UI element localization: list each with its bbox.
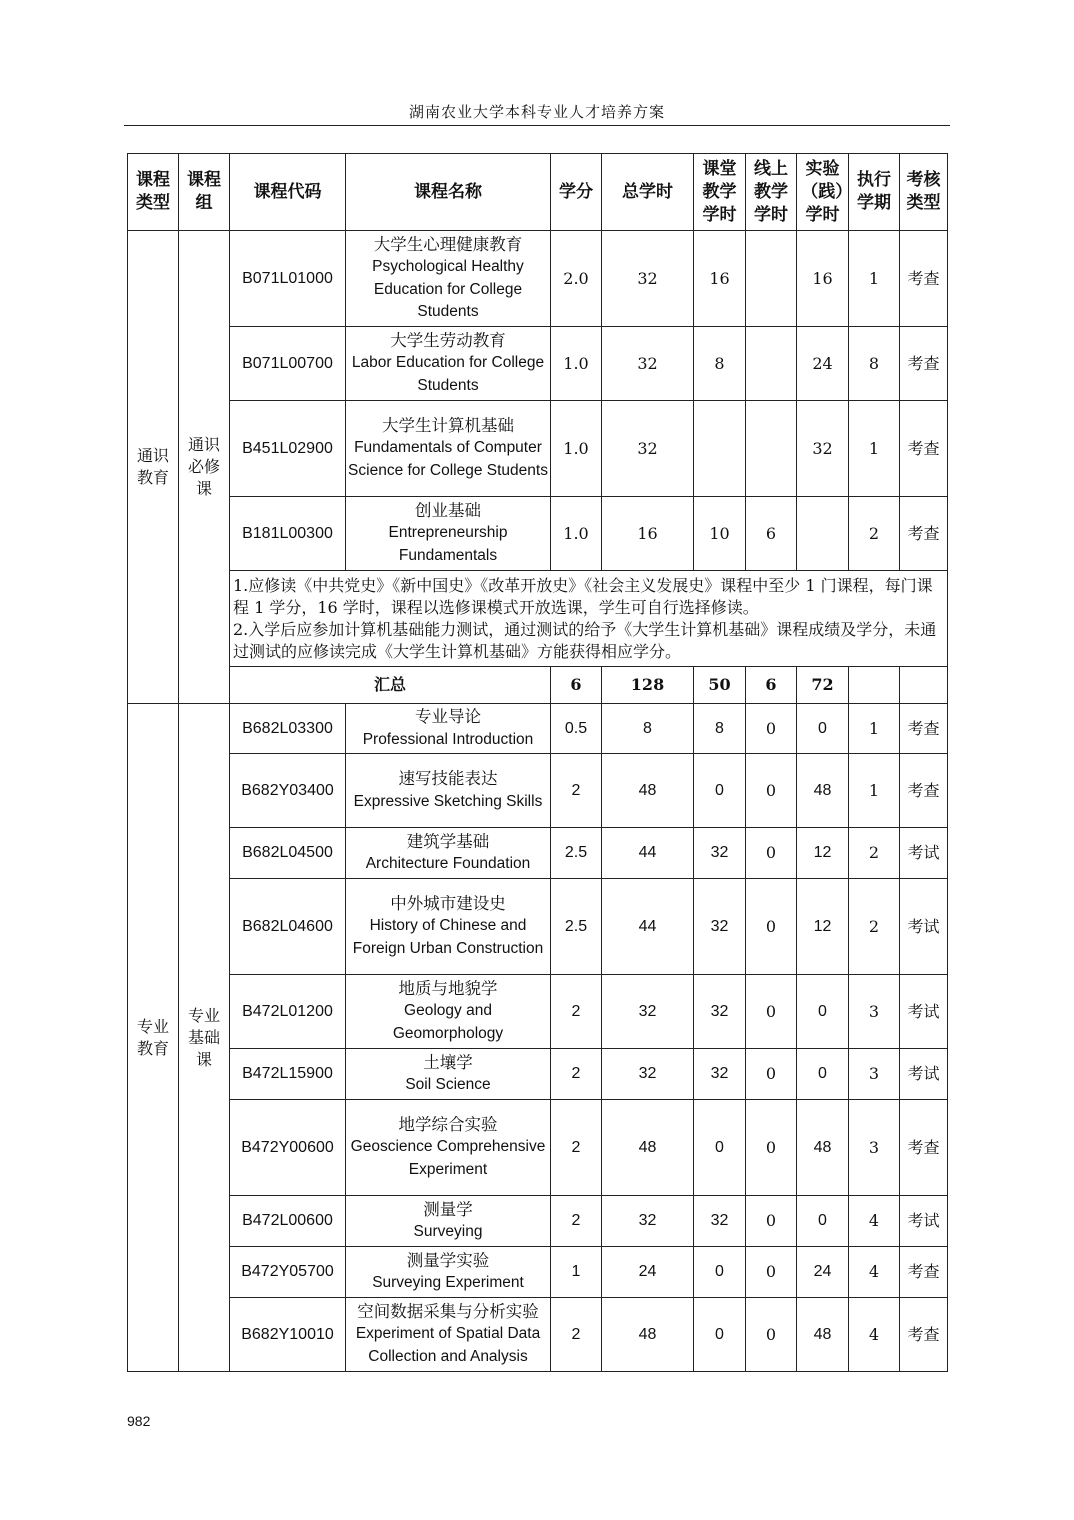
exam-type-cell: 考查 (900, 327, 948, 401)
term-cell: 3 (849, 975, 900, 1049)
course-code-cell: B682L03300 (230, 704, 346, 754)
course-code-cell: B682L04600 (230, 879, 346, 975)
term-cell: 2 (849, 879, 900, 975)
exam-type-cell: 考试 (900, 879, 948, 975)
course-group-cell: 专业基础课 (179, 704, 230, 1372)
table-row (128, 1247, 948, 1298)
course-name-cell (346, 704, 551, 754)
course-name-zh: 土壤学 (423, 1052, 473, 1072)
exam-type-cell: 考试 (900, 828, 948, 879)
table-row (128, 231, 948, 327)
col-header-class-hours: 课堂教学学时 (694, 154, 746, 231)
lab-hours-cell: 12 (797, 879, 849, 975)
course-name-cell (346, 1100, 551, 1196)
class-hours-cell: 32 (694, 1049, 746, 1100)
course-name-zh: 建筑学基础 (406, 831, 490, 851)
credit-cell: 1.0 (551, 401, 602, 497)
total-hours-cell: 24 (602, 1247, 694, 1298)
lab-hours-cell: 48 (797, 1298, 849, 1372)
lab-hours-cell: 24 (797, 327, 849, 401)
lab-hours-cell: 24 (797, 1247, 849, 1298)
course-name-en: Entrepreneurship Fundamentals (388, 524, 508, 564)
summary-total-cell: 128 (602, 667, 694, 704)
credit-cell: 2.5 (551, 879, 602, 975)
table-header-row (128, 154, 948, 231)
class-hours-cell: 16 (694, 231, 746, 327)
term-cell: 4 (849, 1196, 900, 1247)
col-header-credit: 学分 (551, 154, 602, 231)
course-code-cell: B472Y05700 (230, 1247, 346, 1298)
table-row (128, 1100, 948, 1196)
credit-cell: 2 (551, 1049, 602, 1100)
online-hours-cell: 0 (746, 879, 797, 975)
credit-cell: 2 (551, 1298, 602, 1372)
table-row (128, 704, 948, 754)
lab-hours-cell: 0 (797, 975, 849, 1049)
course-name-zh: 地质与地貌学 (398, 978, 498, 998)
table-row (128, 754, 948, 828)
col-header-term: 执行学期 (849, 154, 900, 231)
credit-cell: 1 (551, 1247, 602, 1298)
course-code-cell: B682Y10010 (230, 1298, 346, 1372)
class-hours-cell: 32 (694, 975, 746, 1049)
course-code-cell: B682L04500 (230, 828, 346, 879)
online-hours-cell: 0 (746, 1196, 797, 1247)
lab-hours-cell: 32 (797, 401, 849, 497)
course-name-en: Architecture Foundation (365, 855, 531, 872)
term-cell: 8 (849, 327, 900, 401)
total-hours-cell: 32 (602, 975, 694, 1049)
lab-hours-cell: 0 (797, 1049, 849, 1100)
online-hours-cell: 0 (746, 704, 797, 754)
term-cell: 4 (849, 1247, 900, 1298)
total-hours-cell: 48 (602, 754, 694, 828)
course-name-zh: 中外城市建设史 (390, 893, 506, 913)
course-code-cell: B181L00300 (230, 497, 346, 571)
class-hours-cell: 10 (694, 497, 746, 571)
course-code-cell: B472L00600 (230, 1196, 346, 1247)
term-cell: 3 (849, 1100, 900, 1196)
lab-hours-cell: 12 (797, 828, 849, 879)
credit-cell: 2.0 (551, 231, 602, 327)
exam-type-cell: 考查 (900, 1247, 948, 1298)
credit-cell: 1.0 (551, 497, 602, 571)
credit-cell: 2 (551, 975, 602, 1049)
exam-type-cell: 考试 (900, 1049, 948, 1100)
col-header-online-hours: 线上教学学时 (746, 154, 797, 231)
class-hours-cell: 0 (694, 1298, 746, 1372)
total-hours-cell: 32 (602, 401, 694, 497)
exam-type-cell: 考试 (900, 975, 948, 1049)
lab-hours-cell: 48 (797, 754, 849, 828)
course-name-cell (346, 828, 551, 879)
online-hours-cell: 0 (746, 1298, 797, 1372)
lab-hours-cell (797, 497, 849, 571)
summary-lab-cell: 72 (797, 667, 849, 704)
course-name-zh: 大学生劳动教育 (390, 330, 506, 350)
course-name-en: Geology and Geomorphology (392, 1002, 504, 1042)
exam-type-cell: 考试 (900, 1196, 948, 1247)
course-name-zh: 大学生计算机基础 (382, 415, 514, 435)
term-cell: 2 (849, 828, 900, 879)
total-hours-cell: 44 (602, 879, 694, 975)
course-code-cell: B451L02900 (230, 401, 346, 497)
table-row (128, 975, 948, 1049)
page-header-title: 湖南农业大学本科专业人才培养方案 (408, 103, 665, 121)
header-divider (124, 125, 950, 126)
lab-hours-cell: 16 (797, 231, 849, 327)
term-cell: 1 (849, 231, 900, 327)
exam-type-cell: 考查 (900, 754, 948, 828)
note-2: 2.入学后应参加计算机基础能力测试，通过测试的给予《大学生计算机基础》课程成绩及学分，未通过测试的应修读完成《大学生计算机基础》方能获得相应学分。 (233, 619, 937, 661)
class-hours-cell: 0 (694, 1100, 746, 1196)
class-hours-cell (694, 401, 746, 497)
credit-cell: 2.5 (551, 828, 602, 879)
online-hours-cell (746, 327, 797, 401)
online-hours-cell: 6 (746, 497, 797, 571)
summary-online-cell: 6 (746, 667, 797, 704)
total-hours-cell: 48 (602, 1298, 694, 1372)
total-hours-cell: 32 (602, 1196, 694, 1247)
class-hours-cell: 32 (694, 828, 746, 879)
online-hours-cell: 0 (746, 1247, 797, 1298)
credit-cell: 1.0 (551, 327, 602, 401)
term-cell: 1 (849, 754, 900, 828)
exam-type-cell: 考查 (900, 497, 948, 571)
course-name-en: Geoscience Comprehensive Experiment (350, 1138, 546, 1178)
course-name-zh: 大学生心理健康教育 (373, 234, 523, 254)
summary-term-cell (849, 667, 900, 704)
course-type-cell: 通识教育 (128, 231, 179, 704)
course-name-zh: 速写技能表达 (398, 769, 498, 788)
col-header-exam-type: 考核类型 (900, 154, 948, 231)
term-cell: 2 (849, 497, 900, 571)
online-hours-cell: 0 (746, 828, 797, 879)
course-type-cell: 专业教育 (128, 704, 179, 1372)
course-name-en: History of Chinese and Foreign Urban Construction (352, 917, 544, 957)
online-hours-cell (746, 231, 797, 327)
exam-type-cell: 考查 (900, 1100, 948, 1196)
col-header-course-group: 课程组 (179, 154, 230, 231)
course-name-cell (346, 1049, 551, 1100)
summary-credit-cell: 6 (551, 667, 602, 704)
term-cell: 4 (849, 1298, 900, 1372)
summary-label: 汇总 (230, 667, 551, 704)
course-name-zh: 创业基础 (415, 500, 481, 520)
table-row (128, 828, 948, 879)
lab-hours-cell: 48 (797, 1100, 849, 1196)
lab-hours-cell: 0 (797, 1196, 849, 1247)
summary-class-cell: 50 (694, 667, 746, 704)
course-group-cell: 通识必修课 (179, 231, 230, 704)
course-name-cell (346, 327, 551, 401)
note-row (128, 571, 948, 667)
course-name-zh: 测量学 (423, 1199, 473, 1219)
course-name-cell (346, 1298, 551, 1372)
term-cell: 1 (849, 704, 900, 754)
course-name-en: Expressive Sketching Skills (353, 792, 543, 810)
table-row (128, 327, 948, 401)
curriculum-table (127, 153, 948, 1372)
course-name-cell (346, 1196, 551, 1247)
table-row (128, 1196, 948, 1247)
summary-exam-cell (900, 667, 948, 704)
course-code-cell: B682Y03400 (230, 754, 346, 828)
course-name-cell (346, 497, 551, 571)
table-row (128, 401, 948, 497)
class-hours-cell: 0 (694, 754, 746, 828)
exam-type-cell: 考查 (900, 231, 948, 327)
class-hours-cell: 32 (694, 1196, 746, 1247)
exam-type-cell: 考查 (900, 704, 948, 754)
course-name-en: Surveying (413, 1223, 483, 1240)
note-1: 1.应修读《中共党史》《新中国史》《改革开放史》《社会主义发展史》课程中至少 1 门课程，每门课程 1 学分，16 学时，课程以选修课模式开放选课，学生可自行选择修读。 (233, 575, 933, 617)
col-header-total-hours: 总学时 (602, 154, 694, 231)
lab-hours-cell: 0 (797, 704, 849, 754)
table-row (128, 1298, 948, 1372)
course-code-cell: B071L00700 (230, 327, 346, 401)
course-name-zh: 地学综合实验 (398, 1114, 498, 1134)
total-hours-cell: 44 (602, 828, 694, 879)
total-hours-cell: 16 (602, 497, 694, 571)
course-name-zh: 空间数据采集与分析实验 (357, 1301, 539, 1321)
online-hours-cell: 0 (746, 1100, 797, 1196)
online-hours-cell: 0 (746, 754, 797, 828)
credit-cell: 2 (551, 754, 602, 828)
table-row (128, 497, 948, 571)
col-header-course-name: 课程名称 (346, 154, 551, 231)
credit-cell: 2 (551, 1196, 602, 1247)
class-hours-cell: 8 (694, 704, 746, 754)
course-name-cell (346, 401, 551, 497)
course-name-en: Professional Introduction (362, 730, 534, 748)
course-name-en: Experiment of Spatial Data Collection and Analysis (355, 1325, 541, 1365)
course-name-en: Psychological Healthy Education for College Students (372, 258, 524, 320)
course-code-cell: B472L15900 (230, 1049, 346, 1100)
term-cell: 3 (849, 1049, 900, 1100)
class-hours-cell: 8 (694, 327, 746, 401)
course-code-cell: B071L01000 (230, 231, 346, 327)
term-cell: 1 (849, 401, 900, 497)
page-number: 982 (127, 1413, 151, 1429)
col-header-lab-hours: 实验（践）学时 (797, 154, 849, 231)
total-hours-cell: 8 (602, 704, 694, 754)
notes-cell (230, 571, 948, 667)
col-header-course-code: 课程代码 (230, 154, 346, 231)
exam-type-cell: 考查 (900, 401, 948, 497)
course-name-en: Fundamentals of Computer Science for College Students (348, 439, 548, 479)
course-name-cell (346, 975, 551, 1049)
total-hours-cell: 32 (602, 1049, 694, 1100)
course-code-cell: B472L01200 (230, 975, 346, 1049)
credit-cell: 2 (551, 1100, 602, 1196)
col-header-course-type: 课程类型 (128, 154, 179, 231)
course-name-zh: 测量学实验 (406, 1250, 490, 1270)
course-code-cell: B472Y00600 (230, 1100, 346, 1196)
total-hours-cell: 32 (602, 231, 694, 327)
online-hours-cell: 0 (746, 975, 797, 1049)
course-name-cell (346, 879, 551, 975)
table-row (128, 879, 948, 975)
online-hours-cell: 0 (746, 1049, 797, 1100)
course-name-cell (346, 1247, 551, 1298)
total-hours-cell: 32 (602, 327, 694, 401)
course-name-en: Labor Education for College Students (351, 354, 545, 394)
summary-row (128, 667, 948, 704)
credit-cell: 0.5 (551, 704, 602, 754)
table-row (128, 1049, 948, 1100)
total-hours-cell: 48 (602, 1100, 694, 1196)
online-hours-cell (746, 401, 797, 497)
class-hours-cell: 32 (694, 879, 746, 975)
course-name-en: Surveying Experiment (372, 1274, 524, 1291)
course-name-cell (346, 231, 551, 327)
course-name-en: Soil Science (405, 1076, 491, 1093)
exam-type-cell: 考查 (900, 1298, 948, 1372)
course-name-cell (346, 754, 551, 828)
class-hours-cell: 0 (694, 1247, 746, 1298)
course-name-zh: 专业导论 (415, 707, 481, 726)
